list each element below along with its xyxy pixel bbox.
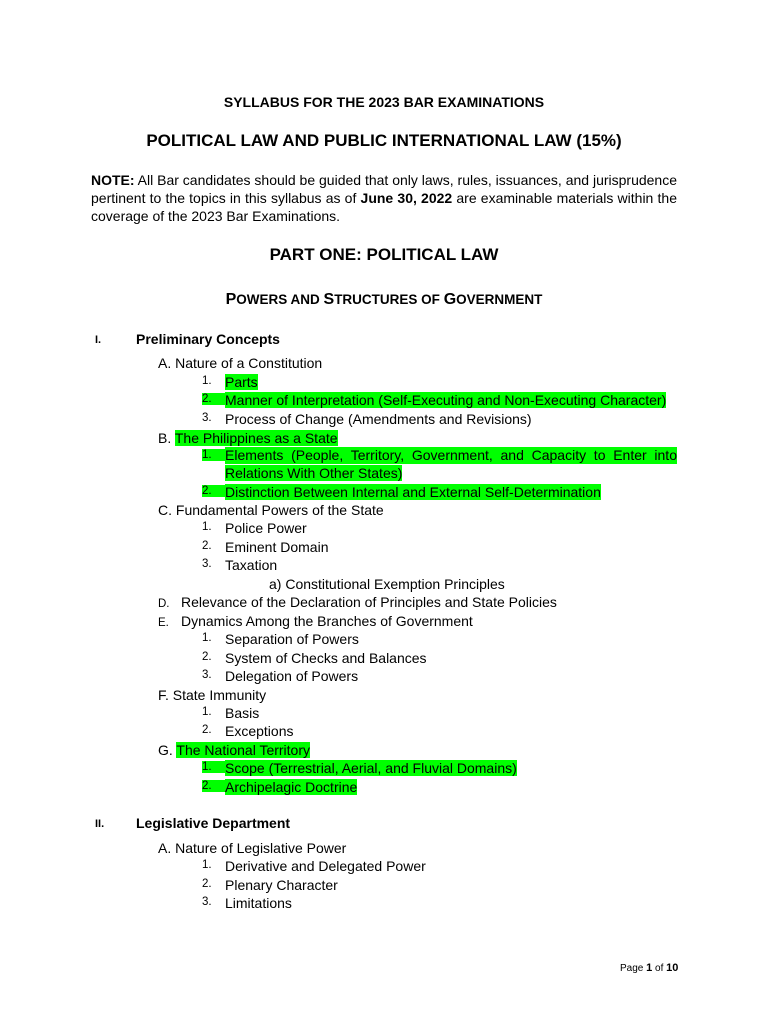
- syllabus-title: SYLLABUS FOR THE 2023 BAR EXAMINATIONS: [223, 94, 545, 110]
- note-text-after: are examinable materials within the coverage of the 2023 Bar Examinations.: [91, 190, 677, 224]
- outline-number: 2.: [202, 485, 225, 497]
- outline-number: 1.: [202, 375, 212, 387]
- outline-subitem: Distinction Between Internal and External Self-Determination: [225, 484, 601, 500]
- outline-number: 1.: [202, 706, 212, 718]
- outline-subitem: Exceptions: [225, 723, 294, 739]
- outline-subitem: Taxation: [225, 557, 278, 573]
- note-paragraph: [91, 171, 677, 225]
- page-footer: Page 1 of 10: [620, 962, 679, 974]
- outline-subitem: Eminent Domain: [225, 539, 329, 555]
- outline-number: 2.: [202, 780, 225, 792]
- outline-item: A. Nature of Legislative Power: [158, 840, 347, 856]
- outline-number: 1.: [202, 859, 212, 871]
- outline-number: 1.: [202, 521, 212, 533]
- outline-number: 2.: [202, 651, 212, 663]
- section-heading: POWERS AND STRUCTURES OF GOVERNMENT: [225, 291, 543, 308]
- outline-number: 3.: [202, 669, 212, 681]
- outline-item: F. State Immunity: [158, 687, 267, 703]
- outline-letter: E.: [158, 617, 169, 629]
- outline-number: 2.: [202, 540, 212, 552]
- outline-letter: D.: [158, 598, 170, 610]
- outline-subitem: Derivative and Delegated Power: [225, 858, 426, 874]
- outline-item: Dynamics Among the Branches of Government: [181, 613, 473, 629]
- section-roman-numeral: II.: [95, 818, 105, 830]
- section-title: Preliminary Concepts: [136, 331, 280, 347]
- part-title: PART ONE: POLITICAL LAW: [269, 245, 499, 264]
- outline-number: 3.: [202, 412, 212, 424]
- section-title: Legislative Department: [136, 815, 291, 831]
- outline-subitem: Police Power: [225, 520, 307, 536]
- outline-subitem: Archipelagic Doctrine: [225, 779, 358, 795]
- section-roman-numeral: I.: [95, 334, 102, 346]
- outline-item: C. Fundamental Powers of the State: [158, 502, 384, 518]
- outline-subitem-continued: Relations With Other States): [225, 465, 403, 481]
- outline-number: 2.: [202, 878, 212, 890]
- outline-subitem: Process of Change (Amendments and Revisions): [225, 411, 532, 427]
- outline-item: B. The Philippines as a State: [158, 430, 338, 446]
- subject-title: POLITICAL LAW AND PUBLIC INTERNATIONAL LAW (15%): [146, 131, 622, 150]
- outline-subitem: Basis: [225, 705, 260, 721]
- outline-number: 1.: [202, 449, 225, 461]
- outline-subitem: Scope (Terrestrial, Aerial, and Fluvial Domains): [225, 760, 517, 776]
- outline-subitem: System of Checks and Balances: [225, 650, 427, 666]
- outline-item: G. The National Territory: [158, 742, 310, 758]
- outline-subitem: Manner of Interpretation (Self-Executing and Non-Executing Character): [225, 392, 667, 408]
- outline-number: 2.: [202, 724, 212, 736]
- outline-number: 1.: [202, 761, 225, 773]
- outline-subitem: Separation of Powers: [225, 631, 359, 647]
- note-date: June 30, 2022: [360, 190, 453, 206]
- outline-subsubitem: a) Constitutional Exemption Principles: [269, 576, 505, 592]
- note-text-before: All Bar candidates should be guided that only laws, rules, issuances, and jurisprudence pertinent to the topics in this syllabus as of: [91, 172, 678, 206]
- outline-subitem: Plenary Character: [225, 877, 338, 893]
- outline-number: 3.: [202, 896, 212, 908]
- outline-subitem: Limitations: [225, 895, 292, 911]
- outline-item: Relevance of the Declaration of Principles and State Policies: [181, 594, 557, 610]
- outline-number: 1.: [202, 632, 212, 644]
- outline-item: A. Nature of a Constitution: [158, 355, 323, 371]
- note-label: NOTE:: [91, 172, 135, 188]
- outline-subitem: Elements (People, Territory, Government, and Capacity to Enter into: [225, 447, 677, 463]
- outline-number: 3.: [202, 558, 212, 570]
- outline-number: 2.: [202, 393, 225, 405]
- outline-subitem: Parts: [225, 374, 258, 390]
- outline-subitem: Delegation of Powers: [225, 668, 359, 684]
